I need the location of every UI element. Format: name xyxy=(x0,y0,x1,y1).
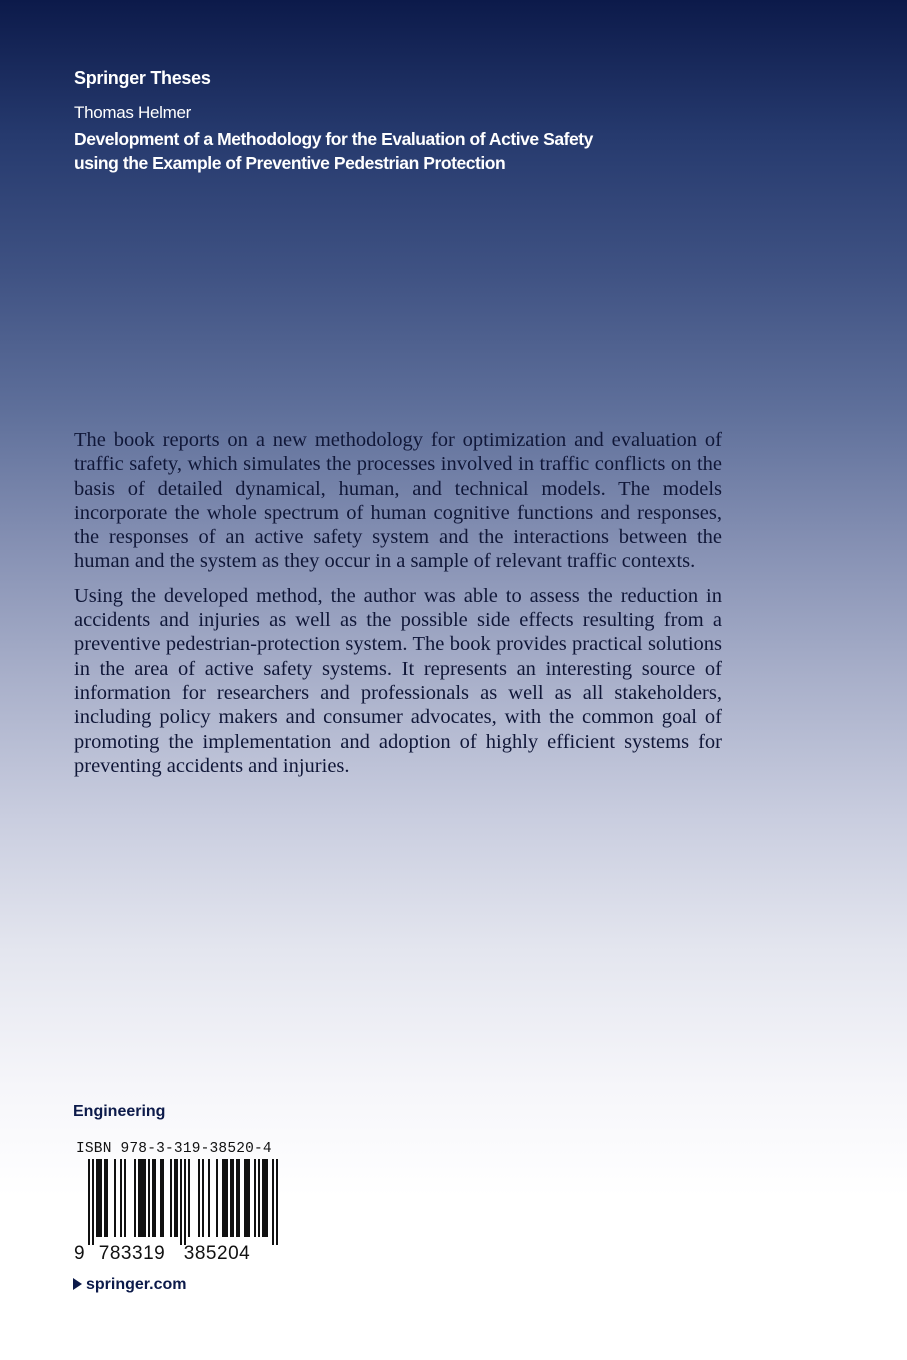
barcode-bar-30 xyxy=(222,1159,224,1237)
barcode-bar-20 xyxy=(170,1159,172,1237)
arrow-right-icon xyxy=(73,1278,82,1290)
barcode-bar-46 xyxy=(276,1159,278,1245)
barcode-bar-1 xyxy=(92,1159,94,1245)
barcode-bar-26 xyxy=(198,1159,200,1237)
book-title xyxy=(74,127,674,175)
barcode-first-digit: 9 xyxy=(74,1243,85,1263)
barcode-left-digits: 783319 xyxy=(98,1243,166,1263)
blurb-paragraph-1: The book reports on a new methodology for optimization and evaluation of traffic safety, which simulates the processes involved in traffic conflicts on the basis of detailed dynamical, human, and technical models. The models incorporate the whole spectrum of human cognitive functions and responses, the responses of an active safety system and the interactions between the human and the system as they occur in a sample of relevant traffic contexts. xyxy=(74,429,722,573)
book-title-line-1: Development of a Methodology for the Evaluation of Active Safety xyxy=(74,129,593,149)
publisher-website-label: springer.com xyxy=(86,1276,187,1293)
barcode-bar-14 xyxy=(144,1159,146,1237)
barcode-bar-33 xyxy=(230,1159,232,1237)
barcode-bar-40 xyxy=(254,1159,256,1237)
barcode-bar-13 xyxy=(142,1159,144,1237)
barcode-bar-32 xyxy=(226,1159,228,1237)
barcode-bar-29 xyxy=(216,1159,218,1237)
barcode-bar-12 xyxy=(140,1159,142,1237)
barcode-bar-31 xyxy=(224,1159,226,1237)
barcode-bar-5 xyxy=(104,1159,106,1237)
barcode-bar-25 xyxy=(188,1159,190,1237)
barcode-bar-3 xyxy=(98,1159,100,1237)
publisher-website[interactable] xyxy=(73,1276,186,1294)
barcode-right-digits: 385204 xyxy=(183,1243,251,1263)
barcode-bar-36 xyxy=(238,1159,240,1237)
barcode-bar-17 xyxy=(154,1159,156,1237)
author-name: Thomas Helmer xyxy=(74,103,192,122)
barcode-bar-8 xyxy=(120,1159,122,1237)
book-title-line-2: using the Example of Preventive Pedestrian Protection xyxy=(74,153,506,173)
barcode-bar-42 xyxy=(262,1159,264,1237)
barcode-bar-44 xyxy=(266,1159,268,1237)
barcode-bar-16 xyxy=(152,1159,154,1237)
barcode xyxy=(74,1159,284,1263)
barcode-bar-23 xyxy=(180,1159,182,1245)
barcode-bar-6 xyxy=(106,1159,108,1237)
barcode-bar-9 xyxy=(124,1159,126,1237)
subject-category: Engineering xyxy=(73,1103,166,1120)
barcode-bar-21 xyxy=(174,1159,176,1237)
barcode-bar-45 xyxy=(272,1159,274,1245)
barcode-bar-10 xyxy=(134,1159,136,1237)
barcode-bar-4 xyxy=(100,1159,102,1237)
barcode-bar-27 xyxy=(202,1159,204,1237)
barcode-bar-39 xyxy=(248,1159,250,1237)
barcode-bar-34 xyxy=(232,1159,234,1237)
barcode-bar-2 xyxy=(96,1159,98,1237)
isbn-label: ISBN 978-3-319-38520-4 xyxy=(76,1141,272,1157)
barcode-bar-38 xyxy=(246,1159,248,1237)
barcode-bar-7 xyxy=(114,1159,116,1237)
barcode-bar-0 xyxy=(88,1159,90,1245)
barcode-bar-43 xyxy=(264,1159,266,1237)
barcode-bar-15 xyxy=(148,1159,150,1237)
barcode-bars xyxy=(88,1159,278,1245)
barcode-bar-22 xyxy=(176,1159,178,1237)
series-title: Springer Theses xyxy=(74,68,211,88)
barcode-bar-19 xyxy=(162,1159,164,1237)
barcode-bar-24 xyxy=(184,1159,186,1245)
barcode-bar-11 xyxy=(138,1159,140,1237)
barcode-bar-35 xyxy=(236,1159,238,1237)
barcode-bar-41 xyxy=(258,1159,260,1237)
barcode-bar-37 xyxy=(244,1159,246,1237)
blurb-paragraph-2: Using the developed method, the author was able to assess the reduction in accidents and injuries as well as the possible side effects resulting from a preventive pedestrian-protection system. The book provides practical solutions in the area of active safety systems. It represents an interesting source of information for researchers and professionals as well as all stakeholders, including policy makers and consumer advocates, with the common goal of promoting the implementation and adoption of highly efficient systems for preventing accidents and injuries. xyxy=(74,584,722,777)
barcode-bar-28 xyxy=(208,1159,210,1237)
barcode-bar-18 xyxy=(160,1159,162,1237)
blurb xyxy=(74,428,722,788)
